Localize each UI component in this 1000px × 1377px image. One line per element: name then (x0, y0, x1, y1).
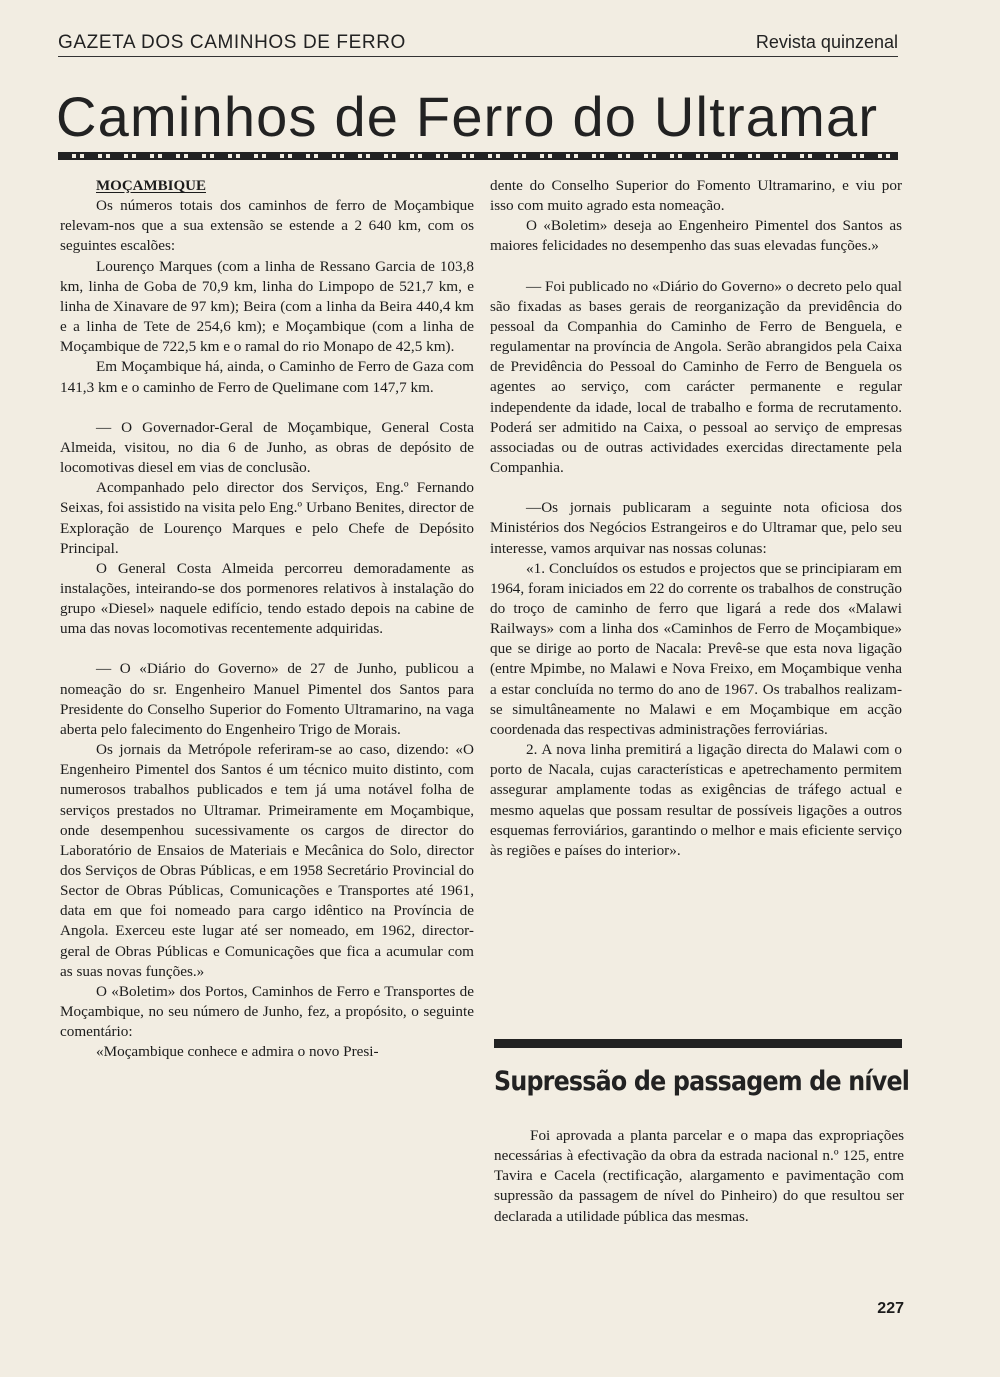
left-column (60, 176, 474, 1063)
paragraph: —Os jornais publicaram a seguinte nota oficiosa dos Ministérios dos Negócios Estrangeiros e do Ultramar que, pelo seu interesse, vamos arquivar nas nossas colunas: (490, 499, 902, 557)
paragraph: Lourenço Marques (com a linha de Ressano Garcia de 103,8 km, linha de Goba de 70,9 km, linha do Limpopo de 521,7 km, e linha de Xinavare de 97 km); Beira (com a linha da Beira 440,4 km e a linha de Tete de 254,6 km); e Moçambique (com a linha de Moçambique de 722,5 km e o ramal do rio Monapo de 42,5 km). (60, 257, 474, 356)
section-divider-rule (494, 1039, 902, 1048)
paragraph: O General Costa Almeida percorreu demoradamente as instalações, inteirando-se dos pormenores relativos à instalação do grupo «Diesel» naquele edifício, tendo estado depois na cabine de uma das novas locomotivas recentemente adquiridas. (60, 559, 474, 638)
paragraph: «Moçambique conhece e admira o novo Presi- (96, 1043, 379, 1061)
paragraph: — Foi publicado no «Diário do Governo» o decreto pelo qual são fixadas as bases gerais de reorganização da previdência do pessoal da Companhia do Caminho de Ferro de Benguela, e regulamentar na província de Angola. Serão abrangidos pela Caixa de Previdência do Pessoal do Caminho de Ferro de Benguela os agentes ao serviço, com carácter permanente e regular independente da idade, local de trabalho e forma de recrutamento. Poderá ser admitido na Caixa, o pessoal ao serviço de empresas associadas ou de outras actividades exercidas directamente pela Companhia. (490, 277, 902, 477)
paragraph: dente do Conselho Superior do Fomento Ultramarino, e viu por isso com muito agrado esta nomeação. (490, 177, 902, 215)
page-number: 227 (877, 1300, 904, 1317)
title-decorative-rule (58, 152, 898, 160)
paragraph: Os números totais dos caminhos de ferro de Moçambique relevam-nos que a sua extensão se estende a 2 640 km, com os seguintes escalões: (60, 197, 474, 255)
paragraph: Acompanhado pelo director dos Serviços, Eng.º Fernando Seixas, foi assistido na visita pelo Eng.º Urbano Benites, director de Exploração de Lourenço Marques e pelo Chefe de Depósito Principal. (60, 479, 474, 557)
paragraph: «1. Concluídos os estudos e projectos que se principiaram em 1964, foram iniciados em 22 do corrente os trabalhos de construção do troço de caminho de ferro que ligará a rede dos «Malawi Railways» com a linha dos «Caminhos de Ferro de Moçambique» que se dirige ao porto de Nacala: Prevê-se que esta nova ligação (entre Mpimbe, no Malawi e Nova Freixo, em Moçambique venha a estar concluída no termo do ano de 1967. Os trabalhos realizam-se simultâneamente no Malawi e em Moçambique em acção coordenada das respectivas administrações ferroviárias. (490, 559, 902, 738)
paragraph: — O Governador-Geral de Moçambique, General Costa Almeida, visitou, no dia 6 de Junho, as obras de depósito de locomotivas diesel em vias de conclusão. (60, 418, 474, 477)
paragraph: Em Moçambique há, ainda, o Caminho de Ferro de Gaza com 141,3 km e o caminho de Ferro de Quelimane com 147,7 km. (60, 358, 474, 396)
supressao-column (494, 1126, 904, 1227)
section-heading-mocambique: MOÇAMBIQUE (96, 178, 206, 194)
section-title-supressao: Supressão de passagem de nível (494, 1066, 910, 1097)
running-header (58, 32, 898, 57)
paragraph: — O «Diário do Governo» de 27 de Junho, publicou a nomeação do sr. Engenheiro Manuel Pimentel dos Santos para Presidente do Conselho Superior do Fomento Ultramarino, na vaga aberta pelo falecimento do Engenheiro Trigo de Morais. (60, 660, 474, 738)
paragraph: Os jornais da Metrópole referiram-se ao caso, dizendo: «O Engenheiro Pimentel dos Santos é um técnico muito distinto, com numerosos trabalhos publicados e tem já uma notável folha de serviços prestados no Ultramar. Primeiramente em Moçambique, onde desempenhou sucessivamente os cargos de director do Laboratório de Ensaios de Materiais e Mecânica do Solo, director dos Serviços de Obras Públicas, e em 1958 Secretário Provincial do Sector de Obras Públicas, Comunicações e Transportes até 1961, data em que foi nomeado para cargo idêntico na Província de Angola. Exerceu este lugar até ser nomeado, em 1962, director-geral de Obras Públicas e Comunicações que fica a acumular com as suas novas funções.» (60, 741, 474, 980)
paragraph: 2. A nova linha premitirá a ligação directa do Malawi com o porto de Nacala, cujas características e apetrechamento permitem assegurar amplamente todas as exigências de tráfego actual e mesmo aquelas que possam resultar de possíveis ligações a outros esquemas ferroviários, garantindo o melhor e mais eficiente serviço às regiões e países do interior». (490, 741, 902, 859)
publication-name: GAZETA DOS CAMINHOS DE FERRO (58, 32, 406, 53)
right-column (490, 176, 902, 861)
publication-type: Revista quinzenal (755, 32, 898, 52)
paragraph: O «Boletim» deseja ao Engenheiro Pimentel dos Santos as maiores felicidades no desempenho das suas elevadas funções.» (490, 217, 902, 255)
paragraph: Foi aprovada a planta parcelar e o mapa das expropriações necessárias à efectivação da obra da estrada nacional n.º 125, entre Tavira e Cacela (rectificação, alargamento e pavimentação com supressão da passagem de nível do Pinheiro) do que resultou ser declarada a utilidade pública das mesmas. (494, 1127, 904, 1225)
article-title: Caminhos de Ferro do Ultramar (56, 85, 879, 148)
paragraph: O «Boletim» dos Portos, Caminhos de Ferro e Transportes de Moçambique, no seu número de Junho, fez, a propósito, o seguinte comentário: (60, 982, 474, 1041)
